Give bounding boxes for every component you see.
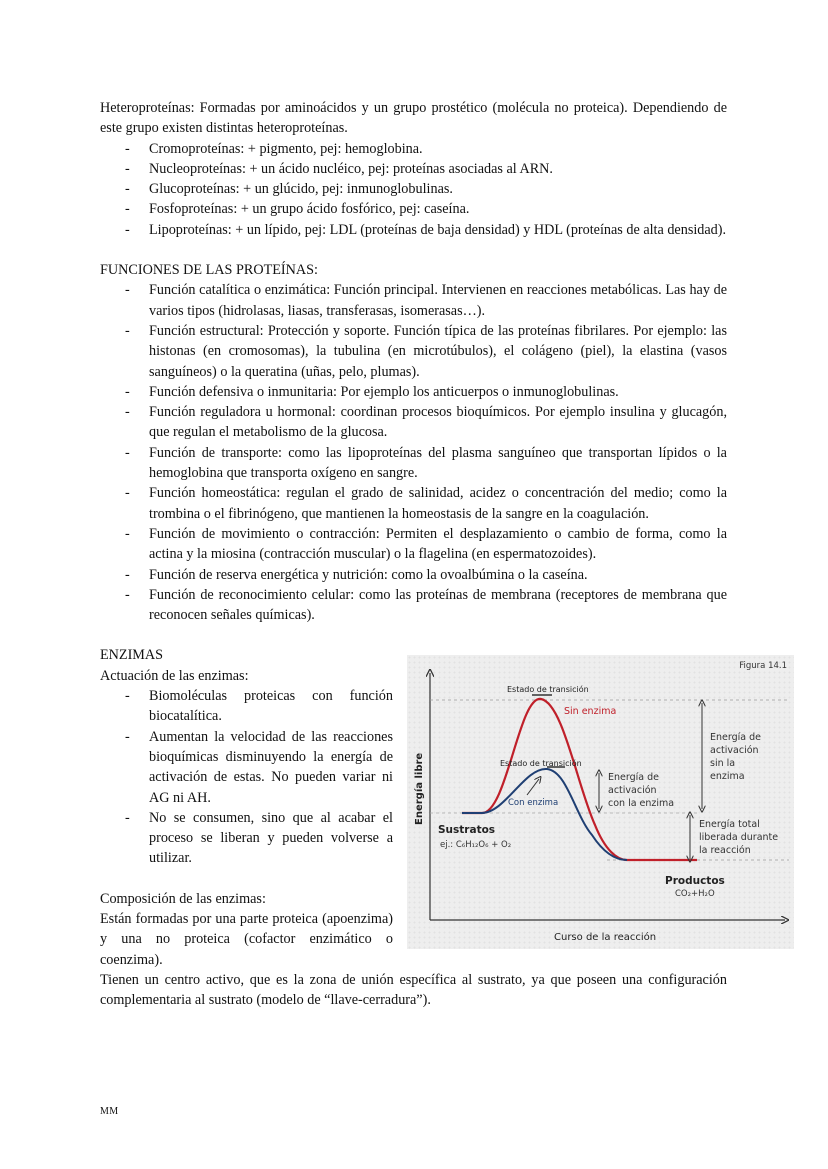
label-productos-formula: CO₂+H₂O bbox=[675, 889, 715, 899]
label-sustratos: Sustratos bbox=[438, 824, 496, 836]
composicion-heading: Composición de las enzimas: bbox=[100, 890, 266, 907]
label-ea-sin-4: enzima bbox=[710, 771, 745, 782]
funciones-list bbox=[100, 280, 727, 625]
label-con-enzima: Con enzima bbox=[508, 798, 559, 808]
label-estado-transicion-sin: Estado de transición bbox=[507, 685, 589, 694]
list-item: - Aumentan la velocidad de las reacciones bioquímicas disminuyendo la energía de activación de estas. No pueden variar ni AG ni AH. bbox=[149, 727, 393, 808]
list-item: - Nucleoproteínas: + un ácido nucléico, pej: proteínas asociadas al ARN. bbox=[149, 159, 727, 179]
enzimas-column bbox=[100, 645, 393, 969]
curve-sin-enzima bbox=[462, 699, 697, 860]
label-ea-con-1: Energía de bbox=[608, 772, 659, 783]
label-sustratos-ej: ej.: C₆H₁₂O₆ + O₂ bbox=[440, 840, 512, 850]
composicion-text: Están formadas por una parte proteica (apoenzima) y una no proteica (cofactor enzimático o coenzima). bbox=[100, 910, 393, 968]
label-ea-sin-3: sin la bbox=[710, 758, 736, 769]
funciones-heading: FUNCIONES DE LAS PROTEÍNAS: bbox=[100, 262, 318, 279]
label-ea-con-2: activación bbox=[608, 785, 657, 796]
heteroproteinas-intro: Heteroproteínas: Formadas por aminoácidos y un grupo prostético (molécula no proteica). Dependiendo de este grupo existen distintas heteroproteínas. bbox=[100, 100, 727, 137]
y-axis-label: Energía libre bbox=[414, 752, 425, 825]
list-item: - Función de transporte: como las lipoproteínas del plasma sanguíneo que transportan lípidos o la hemoglobina que transporta oxígeno en sangre. bbox=[149, 443, 727, 484]
list-item: - Función de reserva energética y nutrición: como la ovoalbúmina o la caseína. bbox=[149, 565, 727, 585]
list-item: - Cromoproteínas: + pigmento, pej: hemoglobina. bbox=[149, 139, 727, 159]
heteroproteinas-list bbox=[100, 139, 727, 240]
label-energia-total-2: liberada durante bbox=[699, 832, 779, 843]
list-item: - Función catalítica o enzimática: Función principal. Intervienen en reacciones metabólicas. Las hay de varios tipos (hidrolasas, liasas, transferasas, isomerasas…). bbox=[149, 280, 727, 321]
label-ea-sin-1: Energía de bbox=[710, 732, 761, 743]
list-item: - Glucoproteínas: + un glúcido, pej: inmunoglobulinas. bbox=[149, 179, 727, 199]
list-item: - Función homeostática: regulan el grado de salinidad, acidez o concentración del medio; como la trombina o el fibrinógeno, que mantienen la homeostasis de la sangre en la coagulación. bbox=[149, 483, 727, 524]
list-item: - Función estructural: Protección y soporte. Función típica de las proteínas fibrilares. Por ejemplo: las histonas (en cromosomas), la tubulina (en microtúbulos), el colágeno (piel), la elastina (vasos sanguíneos) o la queratina (uñas, pelo, plumas). bbox=[149, 321, 727, 382]
list-item: - Función reguladora u hormonal: coordinan procesos bioquímicos. Por ejemplo insulina y glucagón, que regulan el metabolismo de la glucosa. bbox=[149, 402, 727, 443]
centro-activo-text: Tienen un centro activo, que es la zona de unión específica al sustrato, ya que poseen una configuración complementaria al sustrato (modelo de “llave-cerradura”). bbox=[100, 971, 727, 1009]
label-sin-enzima: Sin enzima bbox=[564, 706, 617, 717]
figure-label: Figura 14.1 bbox=[739, 661, 787, 671]
actuacion-heading: Actuación de las enzimas: bbox=[100, 667, 249, 684]
label-ea-con-3: con la enzima bbox=[608, 798, 675, 809]
label-energia-total-3: la reacción bbox=[699, 845, 751, 856]
list-item: - Función de movimiento o contracción: Permiten el desplazamiento o cambio de forma, como la actina y la miosina (contracción muscular) o la flagelina (en espermatozoides). bbox=[149, 524, 727, 565]
list-item: - Biomoléculas proteicas con función biocatalítica. bbox=[149, 686, 393, 727]
label-productos: Productos bbox=[665, 875, 725, 887]
list-item: - No se consumen, sino que al acabar el proceso se liberan y pueden volverse a utilizar. bbox=[149, 808, 393, 869]
enzimas-heading: ENZIMAS bbox=[100, 647, 164, 664]
label-ea-sin-2: activación bbox=[710, 745, 759, 756]
actuacion-list bbox=[100, 686, 393, 869]
label-estado-transicion-con: Estado de transición bbox=[500, 759, 582, 768]
energy-diagram bbox=[407, 655, 794, 949]
list-item: - Función defensiva o inmunitaria: Por ejemplo los anticuerpos o inmunoglobulinas. bbox=[149, 382, 727, 402]
list-item: - Función de reconocimiento celular: como las proteínas de membrana (receptores de membrana que reconocen señales químicas). bbox=[149, 585, 727, 626]
footer-initials: MM bbox=[100, 1106, 119, 1117]
list-item: - Fosfoproteínas: + un grupo ácido fosfórico, pej: caseína. bbox=[149, 199, 727, 219]
x-axis-label: Curso de la reacción bbox=[554, 932, 657, 943]
con-enzima-pointer bbox=[527, 779, 539, 795]
list-item: - Lipoproteínas: + un lípido, pej: LDL (proteínas de baja densidad) y HDL (proteínas de alta densidad). bbox=[149, 220, 727, 240]
label-energia-total-1: Energía total bbox=[699, 819, 760, 830]
energy-diagram-figure bbox=[407, 655, 794, 949]
